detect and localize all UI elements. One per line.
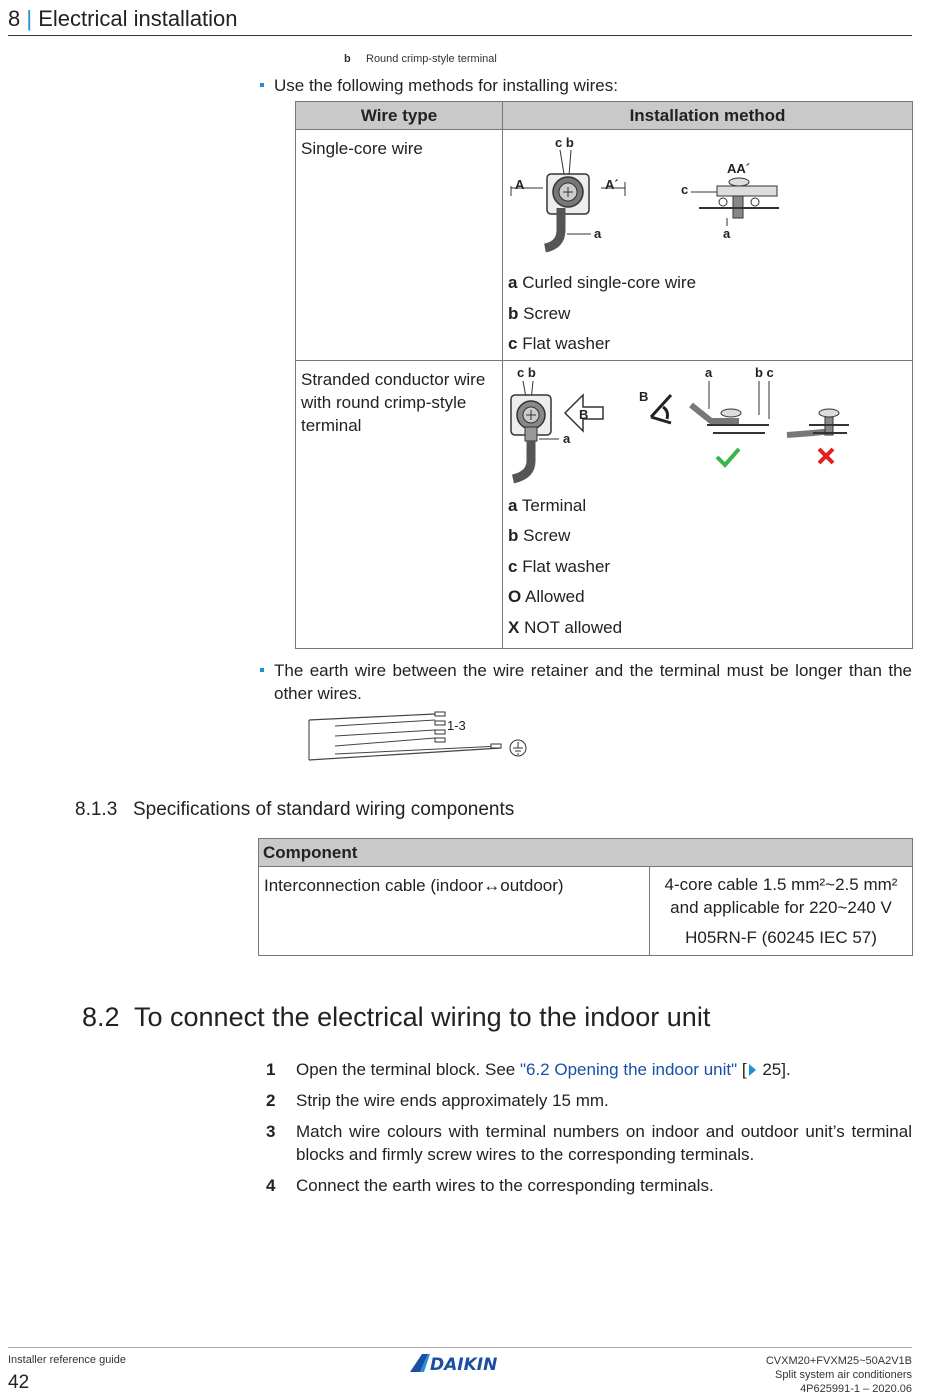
table-row <box>259 867 913 956</box>
subsection-title: Specifications of standard wiring components <box>133 799 515 820</box>
header-component: Component <box>259 839 913 867</box>
earth-label: 1-3 <box>447 718 466 733</box>
header-installation-method: Installation method <box>503 102 913 130</box>
wire-type-single: Single-core wire <box>301 139 423 158</box>
earth-ground-icon <box>510 740 526 756</box>
subsection-heading <box>75 799 514 821</box>
legend-item: c Flat washer <box>508 556 611 576</box>
label-a-side: a <box>705 364 713 380</box>
note-letter: b <box>344 53 351 65</box>
bullet-methods-text: Use the following methods for installing wires: <box>274 76 618 95</box>
footer-doc-id: 4P625991-1 – 2020.06 <box>800 1383 912 1395</box>
header-separator: | <box>26 6 33 31</box>
section-heading-number: 8.2 <box>82 1002 120 1032</box>
legend-item: b Screw <box>508 526 571 545</box>
section-heading <box>82 1002 710 1033</box>
legend-item: a Curled single-core wire <box>508 273 697 292</box>
footer-model: CVXM20+FVXM25~50A2V1B <box>765 1355 912 1367</box>
legend-item: X NOT allowed <box>508 617 623 637</box>
bullet-earth <box>274 659 912 705</box>
section-title: Electrical installation <box>38 6 238 31</box>
table-header-row <box>259 839 913 867</box>
label-a-2: a <box>563 430 571 446</box>
legend-item: O Allowed <box>508 587 585 606</box>
header-rule <box>8 35 912 36</box>
label-bc: b c <box>755 364 774 380</box>
wire-type-cell <box>296 360 503 648</box>
section-number: 8 <box>8 6 21 31</box>
footer-doc-info <box>766 1354 912 1396</box>
brand-name: DAIKIN <box>430 1355 498 1374</box>
subsection-number: 8.1.3 <box>75 799 118 820</box>
label-a-left: a <box>594 226 602 241</box>
header-wire-type: Wire type <box>296 102 503 130</box>
label-A-prime: A´ <box>605 177 619 192</box>
label-c: c <box>681 182 689 197</box>
component-table <box>258 838 913 956</box>
bullet-marker <box>260 83 264 87</box>
table-row <box>296 360 913 648</box>
earth-wire-diagram <box>305 708 535 766</box>
check-icon <box>717 449 739 465</box>
component-label: Interconnection cable (indoor↔outdoor) <box>259 867 650 956</box>
label-A: A <box>515 177 525 192</box>
label-B-eye: B <box>639 388 649 404</box>
page-number: 42 <box>8 1372 30 1393</box>
label-B-arrow: B <box>579 406 589 422</box>
cross-reference-link[interactable]: "6.2 Opening the indoor unit" <box>519 1060 738 1079</box>
note-text: Round crimp-style terminal <box>366 53 497 65</box>
list-item: 3 Match wire colours with terminal numbers on indoor and outdoor unit’s terminal blocks and firmly screw wires to the corresponding terminals. <box>266 1122 912 1164</box>
footer-guide-label: Installer reference guide <box>8 1354 127 1366</box>
label-cb-2: c b <box>517 364 536 380</box>
single-core-diagram <box>503 130 912 268</box>
page-header <box>8 6 238 32</box>
legend-single <box>503 268 912 360</box>
step-list <box>266 1058 912 1205</box>
list-item: 1 Open the terminal block. See "6.2 Opening the indoor unit" [ 25]. <box>266 1060 791 1079</box>
bullet-earth-text: The earth wire between the wire retainer and the terminal must be longer than the other wires. <box>274 661 912 703</box>
section-heading-title: To connect the electrical wiring to the indoor unit <box>134 1002 711 1032</box>
bullet-methods <box>274 74 618 97</box>
footer-product: Split system air conditioners <box>775 1369 912 1381</box>
legend-item: c Flat washer <box>508 334 611 353</box>
method-cell <box>503 130 913 361</box>
method-cell <box>503 360 913 648</box>
label-AA-prime: AA´ <box>727 161 751 176</box>
cross-icon <box>819 449 833 463</box>
legend-item: a Terminal <box>508 495 587 515</box>
component-value: 4-core cable 1.5 mm²~2.5 mm² and applicable for 220~240 V H05RN-F (60245 IEC 57) <box>650 867 913 956</box>
list-item: 4 Connect the earth wires to the corresponding terminals. <box>266 1176 714 1195</box>
table-row <box>296 130 913 361</box>
bullet-marker <box>260 668 264 672</box>
wire-method-table <box>295 101 913 649</box>
wire-type-stranded: Stranded conductor wire with round crimp-style terminal <box>301 369 486 435</box>
label-cb: c b <box>555 135 574 150</box>
label-a-right: a <box>723 226 731 241</box>
stranded-diagram <box>503 361 912 491</box>
legend-item: b Screw <box>508 303 571 323</box>
page-arrow-icon <box>749 1064 756 1076</box>
legend-stranded <box>503 491 912 644</box>
daikin-logo <box>408 1352 516 1374</box>
table-header-row <box>296 102 913 130</box>
list-item: 2 Strip the wire ends approximately 15 mm. <box>266 1091 609 1110</box>
footer-rule <box>8 1347 912 1348</box>
wire-type-cell <box>296 130 503 361</box>
legend-note <box>344 53 497 65</box>
